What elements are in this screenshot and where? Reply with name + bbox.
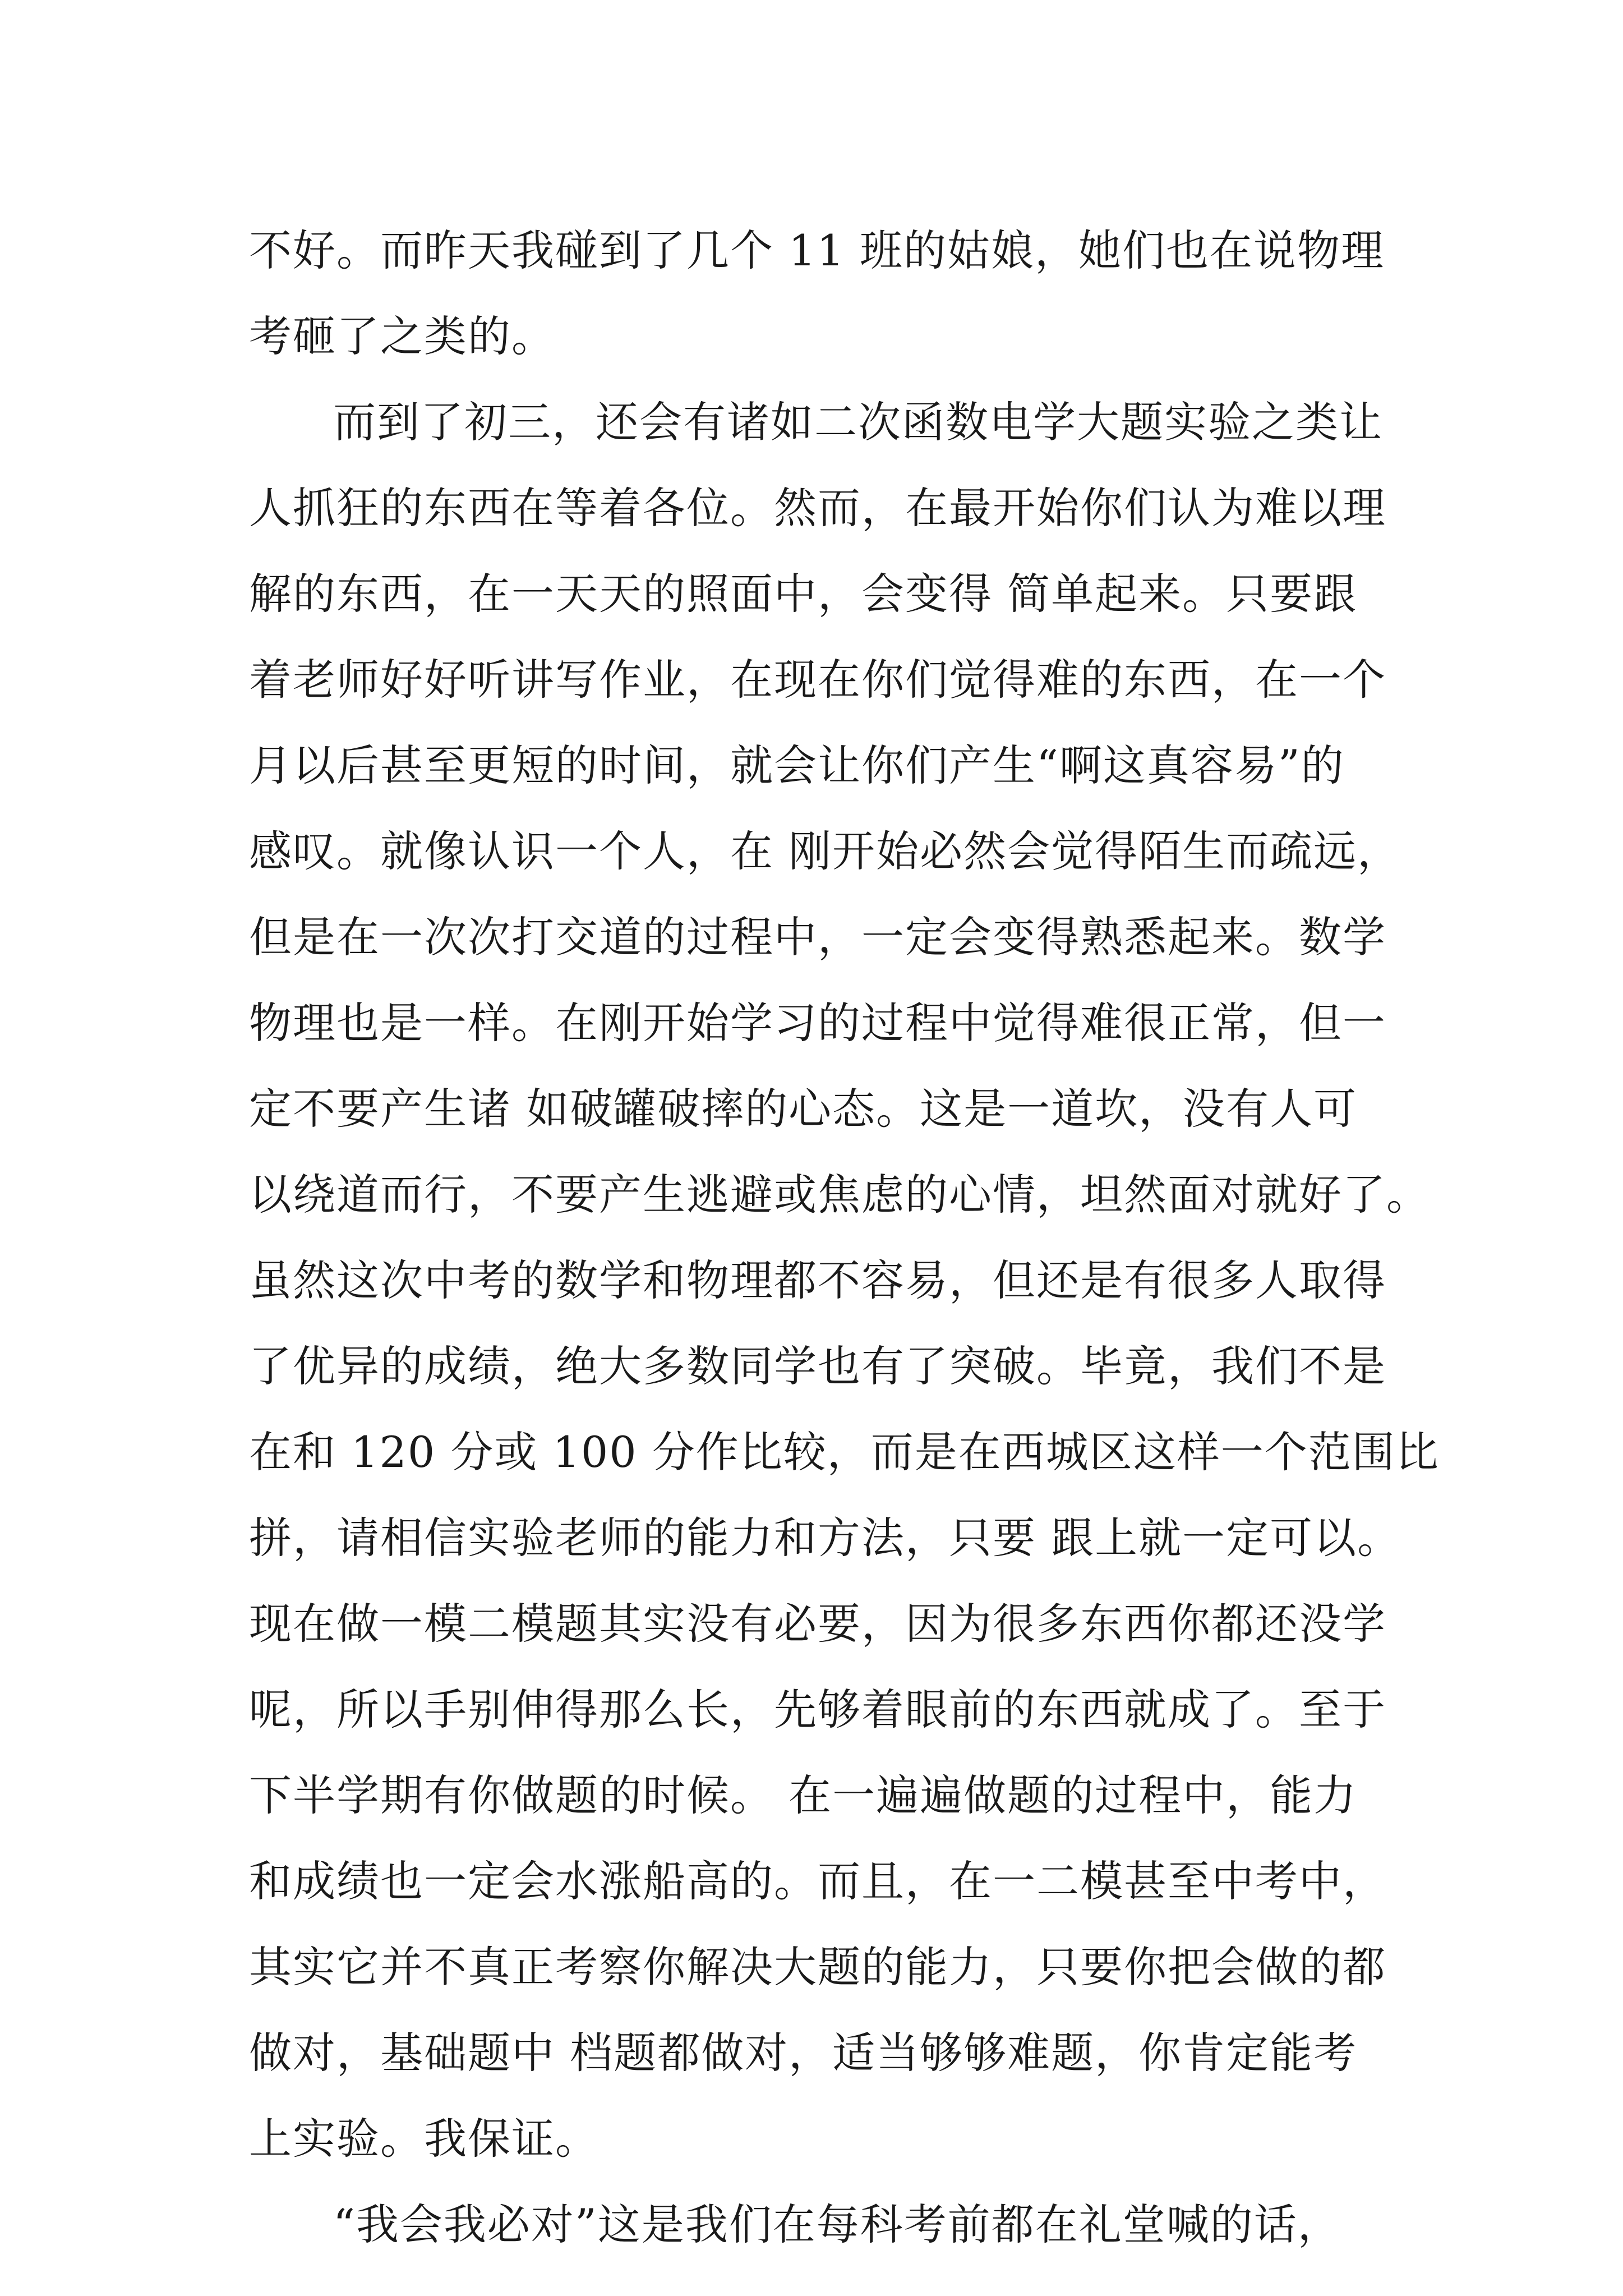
text-line: 感叹。就像认识一个人，在 刚开始必然会觉得陌生而疏远， — [249, 826, 1401, 876]
text-line: 做对，基础题中 档题都做对，适当够够难题，你肯定能考 — [249, 2028, 1358, 2078]
text-line: 不好。而昨天我碰到了几个 11 班的姑娘，她们也在说物理 — [249, 226, 1385, 275]
text-line: 其实它并不真正考察你解决大题的能力，只要你把会做的都 — [249, 1942, 1386, 1992]
text-line: 呢，所以手别伸得那么长，先够着眼前的东西就成了。至于 — [249, 1685, 1386, 1734]
text-line: 定不要产生诸 如破罐破摔的心态。这是一道坎，没有人可 — [249, 1084, 1358, 1134]
text-line: 物理也是一样。在刚开始学习的过程中觉得难很正常，但一 — [249, 998, 1386, 1048]
text-line: 考砸了之类的。 — [249, 311, 555, 361]
text-line: 现在做一模二模题其实没有必要，因为很多东西你都还没学 — [249, 1599, 1386, 1649]
text-line: 下半学期有你做题的时候。 在一遍遍做题的过程中，能力 — [249, 1770, 1358, 1820]
text-line: 着老师好好听讲写作业，在现在你们觉得难的东西，在一个 — [249, 655, 1386, 705]
text-line: 在和 120 分或 100 分作比较，而是在西城区这样一个范围比 — [249, 1427, 1440, 1477]
body-text — [249, 208, 1440, 2267]
text-line: 了优异的成绩，绝大多数同学也有了突破。毕竟，我们不是 — [249, 1341, 1386, 1391]
text-line: 解的东西，在一天天的照面中，会变得 简单起来。只要跟 — [249, 569, 1358, 619]
text-line: 人抓狂的东西在等着各位。然而，在最开始你们认为难以理 — [249, 483, 1386, 533]
text-line: 拼，请相信实验老师的能力和方法，只要 跟上就一定可以。 — [249, 1513, 1401, 1563]
text-line: 上实验。我保证。 — [249, 2114, 599, 2164]
text-line: 虽然这次中考的数学和物理都不容易，但还是有很多人取得 — [249, 1255, 1386, 1305]
text-line: 和成绩也一定会水涨船高的。而且，在一二模甚至中考中， — [249, 1856, 1386, 1906]
text-line: 以绕道而行，不要产生逃避或焦虑的心情，坦然面对就好了。 — [249, 1170, 1430, 1220]
text-line: 但是在一次次打交道的过程中，一定会变得熟悉起来。数学 — [249, 912, 1386, 962]
text-line: 月以后甚至更短的时间，就会让你们产生“啊这真容易”的 — [249, 740, 1345, 790]
paragraph-start-line: 而到了初三，还会有诸如二次函数电学大题实验之类让 — [333, 397, 1383, 447]
paragraph-start-line: “我会我必对”这是我们在每科考前都在礼堂喊的话， — [333, 2200, 1341, 2249]
